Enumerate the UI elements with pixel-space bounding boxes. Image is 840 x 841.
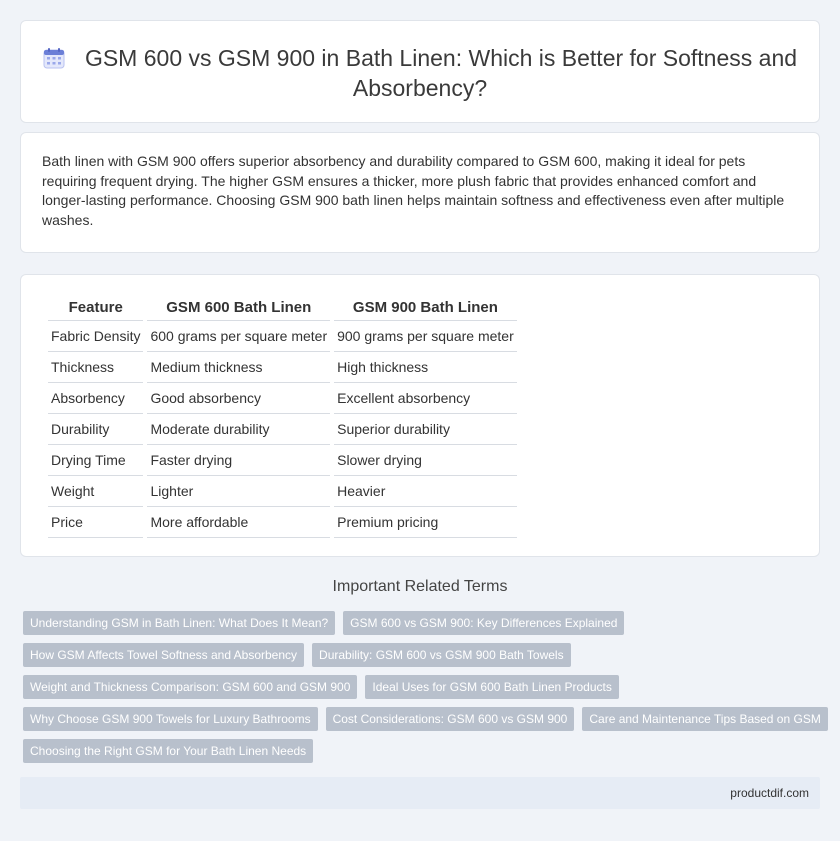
- header-gsm900: GSM 900 Bath Linen: [334, 295, 517, 321]
- gsm900-cell: Slower drying: [334, 445, 517, 476]
- related-term-link[interactable]: Ideal Uses for GSM 600 Bath Linen Products: [365, 675, 618, 699]
- gsm900-cell: 900 grams per square meter: [334, 321, 517, 352]
- footer-site-label: productdif.com: [730, 786, 809, 800]
- gsm600-cell: More affordable: [147, 507, 330, 538]
- table-row: [48, 476, 517, 507]
- tag-row: [23, 611, 624, 635]
- gsm900-cell: Excellent absorbency: [334, 383, 517, 414]
- gsm600-cell: Good absorbency: [147, 383, 330, 414]
- related-term-link[interactable]: Care and Maintenance Tips Based on GSM: [582, 707, 827, 731]
- tag-row: [23, 675, 619, 699]
- table-row: [48, 507, 517, 538]
- intro-paragraph: Bath linen with GSM 900 offers superior absorbency and durability compared to GSM 600, making it ideal for pets requiring frequent drying. The higher GSM ensures a thicker, more plush fabric that provides enhanced comfort and longer-lasting performance. Choosing GSM 900 bath linen helps maintain softness and effectiveness even after multiple washes.: [42, 153, 785, 228]
- related-term-link[interactable]: Understanding GSM in Bath Linen: What Does It Mean?: [23, 611, 335, 635]
- feature-cell: Fabric Density: [48, 321, 143, 352]
- page-title: GSM 600 vs GSM 900 in Bath Linen: Which is Better for Softness and Absorbency?: [84, 45, 798, 101]
- gsm600-cell: Faster drying: [147, 445, 330, 476]
- page-title-wrap: [21, 43, 819, 103]
- table-row: [48, 352, 517, 383]
- feature-cell: Weight: [48, 476, 143, 507]
- feature-cell: Durability: [48, 414, 143, 445]
- feature-cell: Thickness: [48, 352, 143, 383]
- related-terms-heading: Important Related Terms: [332, 578, 508, 595]
- related-term-link[interactable]: Choosing the Right GSM for Your Bath Linen Needs: [23, 739, 313, 763]
- related-term-link[interactable]: GSM 600 vs GSM 900: Key Differences Explained: [343, 611, 624, 635]
- gsm900-cell: Heavier: [334, 476, 517, 507]
- table-row: [48, 445, 517, 476]
- gsm600-cell: Moderate durability: [147, 414, 330, 445]
- related-term-link[interactable]: Durability: GSM 600 vs GSM 900 Bath Towels: [312, 643, 571, 667]
- calendar-icon: [43, 47, 65, 69]
- table-row: [48, 321, 517, 352]
- feature-cell: Absorbency: [48, 383, 143, 414]
- gsm600-cell: Medium thickness: [147, 352, 330, 383]
- table-row: [48, 414, 517, 445]
- gsm900-cell: Superior durability: [334, 414, 517, 445]
- comparison-table: [44, 295, 521, 538]
- title-card: [20, 20, 820, 123]
- comparison-card: [20, 274, 820, 557]
- tag-row: [23, 739, 313, 763]
- gsm900-cell: Premium pricing: [334, 507, 517, 538]
- tag-row: [23, 707, 828, 731]
- related-term-link[interactable]: Cost Considerations: GSM 600 vs GSM 900: [326, 707, 575, 731]
- gsm900-cell: High thickness: [334, 352, 517, 383]
- tag-row: [23, 643, 571, 667]
- feature-cell: Drying Time: [48, 445, 143, 476]
- related-term-link[interactable]: How GSM Affects Towel Softness and Absorbency: [23, 643, 304, 667]
- gsm600-cell: 600 grams per square meter: [147, 321, 330, 352]
- intro-card: [20, 132, 820, 253]
- table-header-row: [48, 295, 517, 321]
- gsm600-cell: Lighter: [147, 476, 330, 507]
- feature-cell: Price: [48, 507, 143, 538]
- footer: [20, 777, 820, 809]
- related-term-link[interactable]: Why Choose GSM 900 Towels for Luxury Bathrooms: [23, 707, 318, 731]
- table-row: [48, 383, 517, 414]
- header-gsm600: GSM 600 Bath Linen: [147, 295, 330, 321]
- related-term-link[interactable]: Weight and Thickness Comparison: GSM 600 and GSM 900: [23, 675, 357, 699]
- header-feature: Feature: [48, 295, 143, 321]
